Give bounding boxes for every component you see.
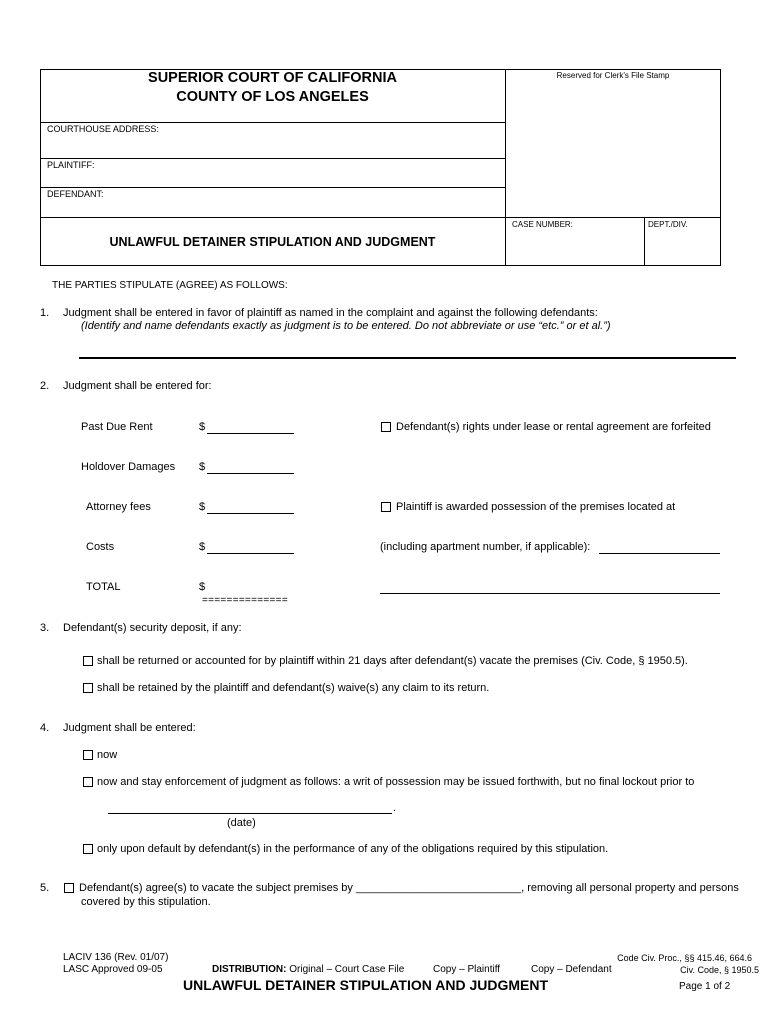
caption-rule-court <box>40 122 505 123</box>
caption-rule-plaintiff <box>40 187 505 188</box>
deposit-returned-label: shall be returned or accounted for by plaintiff within 21 days after defendant(s) vacate the premises (Civ. Code, § 1950.5). <box>97 655 688 667</box>
judgment-default-checkbox[interactable] <box>83 844 93 854</box>
distribution-original: Original – Court Case File <box>289 964 405 975</box>
possession-checkbox[interactable] <box>381 502 391 512</box>
attorney-fees-dollar: $ <box>199 501 206 513</box>
deposit-retained-checkbox[interactable] <box>83 683 93 693</box>
code-civ-proc: Code Civ. Proc., §§ 415.46, 664.6 <box>617 953 752 963</box>
apartment-label: (including apartment number, if applicable): <box>380 541 591 553</box>
court-name: SUPERIOR COURT OF CALIFORNIA <box>148 70 397 86</box>
holdover-damages-field[interactable] <box>207 473 294 474</box>
defendants-name-line[interactable] <box>79 357 736 359</box>
dept-label: DEPT./DIV. <box>648 220 688 229</box>
county-name: COUNTY OF LOS ANGELES <box>176 89 369 105</box>
past-due-rent-field[interactable] <box>207 433 294 434</box>
copy-plaintiff: Copy – Plaintiff <box>433 964 501 975</box>
attorney-fees-field[interactable] <box>207 513 294 514</box>
courthouse-address-label: COURTHOUSE ADDRESS: <box>47 124 159 134</box>
judgment-now-label: now <box>97 749 118 761</box>
item1-text: Judgment shall be entered in favor of plaintiff as named in the complaint and against the following defendants: <box>63 307 598 319</box>
item5-number: 5. <box>40 882 50 894</box>
civ-code: Civ. Code, § 1950.5 <box>680 965 759 975</box>
item4-number: 4. <box>40 722 50 734</box>
lockout-date-period: . <box>393 802 397 814</box>
judgment-default-label: only upon default by defendant(s) in the performance of any of the obligations required by this stipulation. <box>97 843 609 855</box>
item4-text: Judgment shall be entered: <box>63 722 196 734</box>
costs-field[interactable] <box>207 553 294 554</box>
vacate-text-cont: covered by this stipulation. <box>81 896 211 908</box>
form-title: UNLAWFUL DETAINER STIPULATION AND JUDGMENT <box>109 235 436 249</box>
judgment-now-checkbox[interactable] <box>83 750 93 760</box>
item1-note: (Identify and name defendants exactly as judgment is to be entered. Do not abbreviate or use “etc.” or et al.”) <box>81 320 611 332</box>
case-number-label: CASE NUMBER: <box>512 220 573 229</box>
page-number: Page 1 of 2 <box>679 981 731 992</box>
holdover-damages-label: Holdover Damages <box>81 461 176 473</box>
item3-number: 3. <box>40 622 50 634</box>
caption-rule-address <box>40 158 505 159</box>
item1-number: 1. <box>40 307 50 319</box>
judgment-stay-checkbox[interactable] <box>83 777 93 787</box>
item2-text: Judgment shall be entered for: <box>63 380 212 392</box>
total-label: TOTAL <box>86 581 121 593</box>
attorney-fees-label: Attorney fees <box>86 501 151 513</box>
vacate-text: Defendant(s) agree(s) to vacate the subject premises by ___________________________, removing all personal property and persons <box>79 882 739 894</box>
plaintiff-label: PLAINTIFF: <box>47 160 95 170</box>
deposit-retained-label: shall be retained by the plaintiff and defendant(s) waive(s) any claim to its return. <box>97 682 490 694</box>
date-caption: (date) <box>227 817 256 829</box>
holdover-damages-dollar: $ <box>199 461 206 473</box>
past-due-rent-dollar: $ <box>199 421 206 433</box>
past-due-rent-label: Past Due Rent <box>81 421 153 433</box>
costs-dollar: $ <box>199 541 206 553</box>
possession-label: Plaintiff is awarded possession of the premises located at <box>396 501 676 513</box>
lockout-date-field[interactable] <box>108 813 392 814</box>
item3-text: Defendant(s) security deposit, if any: <box>63 622 242 634</box>
distribution-label: DISTRIBUTION: <box>212 964 287 975</box>
caption-rule-defendant <box>40 217 721 218</box>
premises-address-field[interactable] <box>380 593 720 594</box>
defendant-label: DEFENDANT: <box>47 189 104 199</box>
case-dept-divider <box>644 217 645 266</box>
vacate-checkbox[interactable] <box>64 883 74 893</box>
approved-date: LASC Approved 09-05 <box>63 964 163 975</box>
distribution <box>212 964 404 975</box>
apartment-field[interactable] <box>599 553 720 554</box>
total-dollar: $ <box>199 581 206 593</box>
deposit-returned-checkbox[interactable] <box>83 656 93 666</box>
judgment-stay-label: now and stay enforcement of judgment as follows: a writ of possession may be issued forthwith, but no final lockout prior to <box>97 776 695 788</box>
clerk-stamp-label: Reserved for Clerk's File Stamp <box>556 71 670 80</box>
total-double-rule: ============== <box>202 595 288 606</box>
form-number: LACIV 136 (Rev. 01/07) <box>63 952 169 963</box>
forfeit-checkbox[interactable] <box>381 422 391 432</box>
caption-divider <box>505 69 506 266</box>
costs-label: Costs <box>86 541 115 553</box>
copy-defendant: Copy – Defendant <box>531 964 612 975</box>
forfeit-label: Defendant(s) rights under lease or rental agreement are forfeited <box>396 421 711 433</box>
item2-number: 2. <box>40 380 50 392</box>
intro-text: THE PARTIES STIPULATE (AGREE) AS FOLLOWS: <box>52 280 288 291</box>
footer-title: UNLAWFUL DETAINER STIPULATION AND JUDGMENT <box>183 977 549 993</box>
